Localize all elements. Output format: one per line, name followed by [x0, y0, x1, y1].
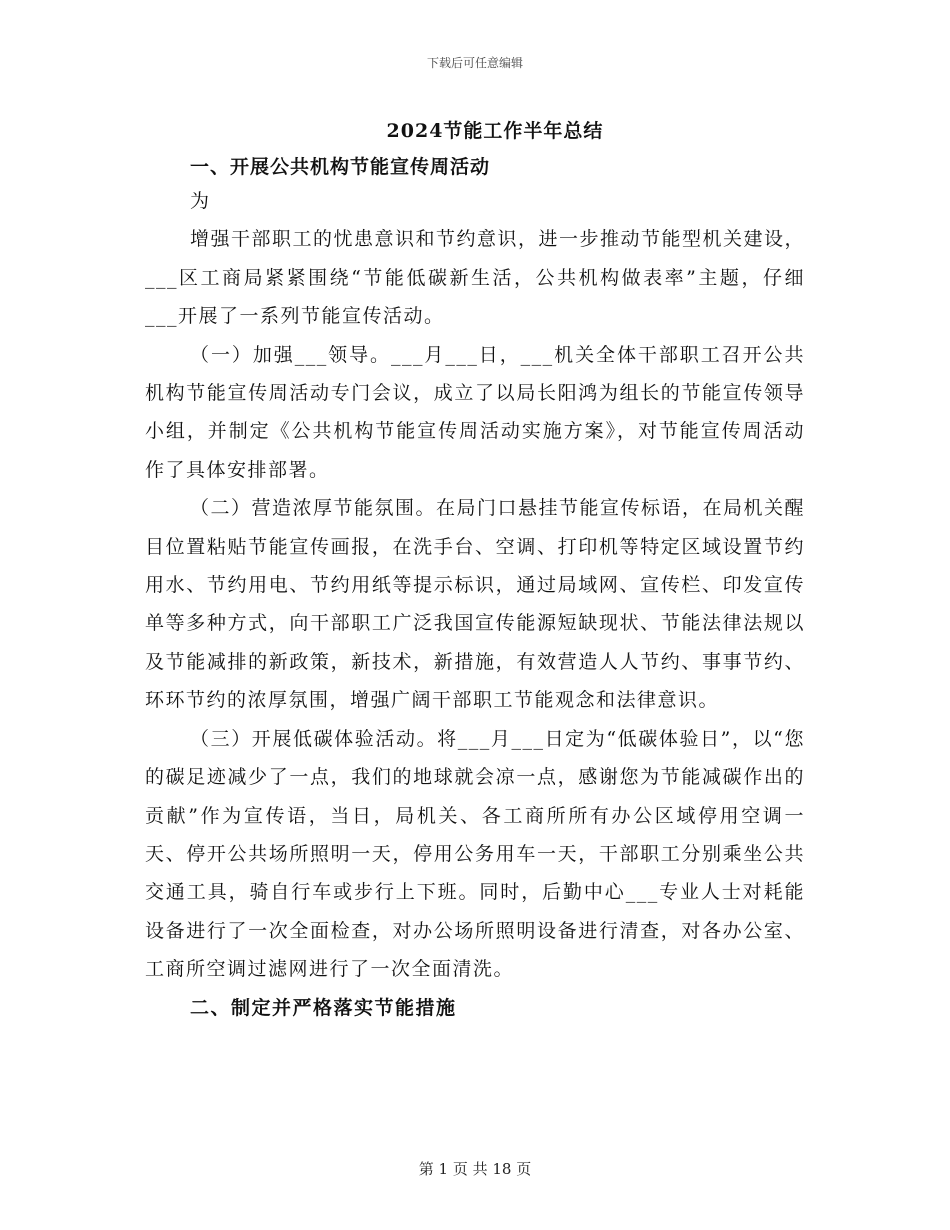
header-note: 下载后可任意编辑 [426, 56, 523, 70]
document-title: 2024节能工作半年总结 [386, 120, 604, 142]
intro-fragment: 为 [190, 190, 211, 212]
document-body [145, 182, 805, 1027]
section-1-heading: 一、开展公共机构节能宣传周活动 [190, 156, 491, 178]
paragraph-leadership: （一）加强___领导。___月___日，___机关全体干部职工召开公共机构节能宣传周活动专门会议，成立了以局长阳鸿为组长的节能宣传领导小组，并制定《公共机构节能宣传周活动实施方案》，对节能宣传周活动作了具体安排部署。 [145, 343, 805, 481]
section-2-heading: 二、制定并严格落实节能措施 [190, 996, 457, 1019]
paragraph-low-carbon: （三）开展低碳体验活动。将___月___日定为“低碳体验日”，以“您的碳足迹减少了一点，我们的地球就会凉一点，感谢您为节能减碳作出的贡献”作为宣传语，当日，局机关、各工商所所有办公区域停用空调一天、停开公共场所照明一天，停用公务用车一天，干部职工分别乘坐公共交通工具，骑自行车或步行上下班。同时，后勤中心___专业人士对耗能设备进行了一次全面检查，对办公场所照明设备进行清查，对各办公室、工商所空调过滤网进行了一次全面清洗。 [145, 727, 805, 981]
paragraph-intro: 增强干部职工的忧患意识和节约意识，进一步推动节能型机关建设，___区工商局紧紧围绕“节能低碳新生活，公共机构做表率”主题，仔细___开展了一系列节能宣传活动。 [145, 228, 806, 328]
page-number: 第 1 页 共 18 页 [418, 1160, 532, 1178]
paragraph-atmosphere: （二）营造浓厚节能氛围。在局门口悬挂节能宣传标语，在局机关醒目位置粘贴节能宣传画报，在洗手台、空调、打印机等特定区域设置节约用水、节约用电、节约用纸等提示标识，通过局域网、宣传栏、印发宣传单等多种方式，向干部职工广泛我国宣传能源短缺现状、节能法律法规以及节能减排的新政策，新技术，新措施，有效营造人人节约、事事节约、环环节约的浓厚氛围，增强广阔干部职工节能观念和法律意识。 [145, 497, 806, 712]
